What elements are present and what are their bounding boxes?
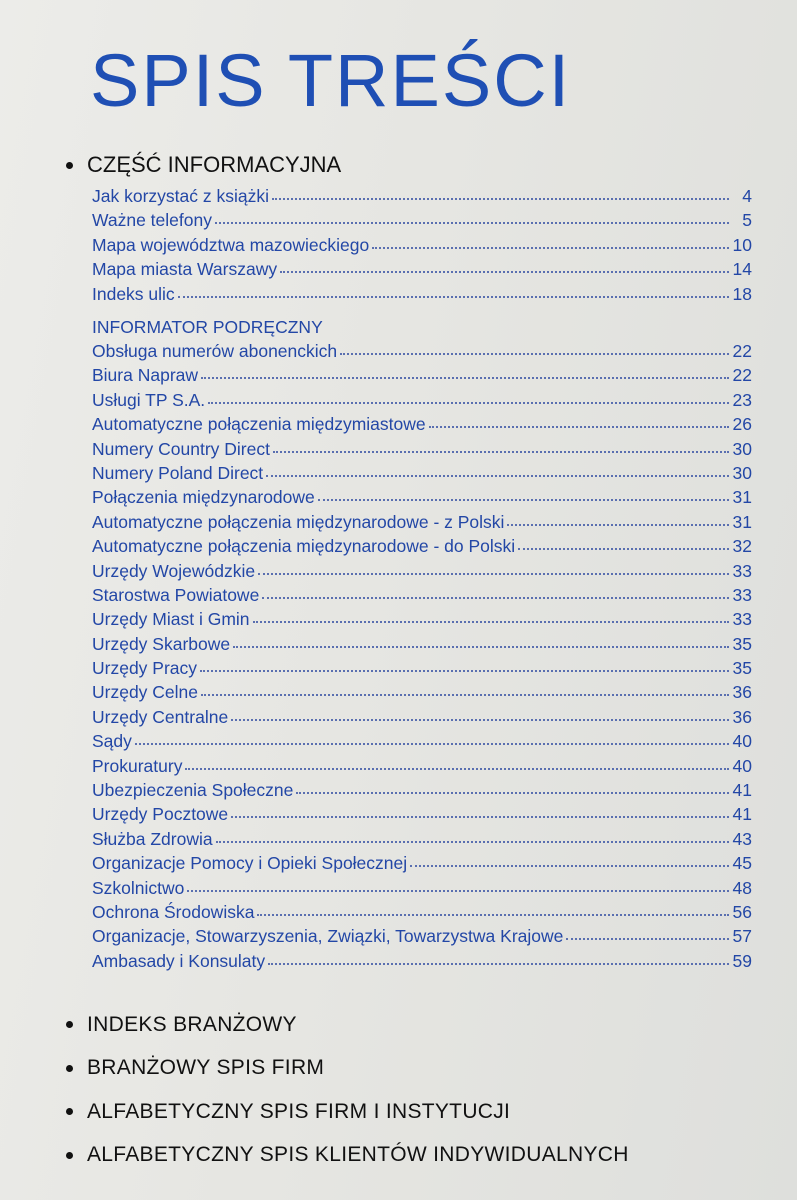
toc-entry-page: 57 (732, 926, 752, 947)
toc-entry-title: Urzędy Centralne (92, 706, 229, 727)
toc-entry-page: 40 (732, 731, 752, 752)
toc-entry-title: Służba Zdrowia (92, 828, 213, 849)
toc-row[interactable] (92, 365, 752, 389)
dot-leader (262, 597, 729, 599)
toc-entry-title: Szkolnictwo (92, 877, 185, 898)
toc-row[interactable] (92, 878, 752, 902)
toc-entry-title: Organizacje, Stowarzyszenia, Związki, Towarzystwa Krajowe (92, 926, 564, 947)
dot-leader (566, 938, 729, 940)
toc-entry-title: Automatyczne połączenia międzymiastowe (92, 414, 426, 435)
toc-entry-title: Biura Napraw (92, 365, 199, 386)
toc-entry-page: 26 (732, 414, 752, 435)
toc-entry-page: 5 (742, 210, 752, 231)
toc-row[interactable] (92, 926, 752, 950)
toc-entry-page: 33 (732, 609, 752, 630)
dot-leader (253, 621, 729, 623)
toc-row[interactable] (92, 609, 752, 633)
dot-leader (178, 296, 729, 298)
toc-entry-title: Usługi TP S.A. (92, 389, 206, 410)
part-heading[interactable] (66, 1003, 629, 1047)
dot-leader (233, 646, 729, 648)
toc-row[interactable] (92, 487, 752, 511)
toc-entry-page: 35 (732, 633, 752, 654)
toc-entry-title: Numery Poland Direct (92, 462, 264, 483)
part-heading[interactable] (66, 1134, 629, 1178)
toc-entry-title: Numery Country Direct (92, 438, 270, 459)
dot-leader (372, 247, 729, 249)
dot-leader (429, 426, 729, 428)
dot-leader (231, 816, 729, 818)
toc-entry-title: Obsługa numerów abonenckich (92, 341, 338, 361)
toc-entry-page: 33 (732, 584, 752, 605)
dot-leader (201, 694, 729, 696)
dot-leader (518, 548, 729, 550)
toc-entry-title: Ważne telefony (92, 210, 212, 231)
part-heading-label: ALFABETYCZNY SPIS KLIENTÓW INDYWIDUALNYCH (87, 1143, 629, 1167)
dot-leader (268, 963, 729, 965)
toc-entry-page: 36 (732, 706, 752, 727)
toc-entry-page: 59 (732, 950, 752, 971)
part-heading[interactable] (66, 1047, 629, 1091)
part-heading-label: ALFABETYCZNY SPIS FIRM I INSTYTUCJI (87, 1099, 511, 1123)
toc-entry-title: Ambasady i Konsulaty (92, 950, 266, 971)
dot-leader (318, 499, 729, 501)
toc-row[interactable] (92, 414, 752, 438)
toc-row[interactable] (92, 561, 752, 585)
toc-entry-page: 22 (732, 365, 752, 386)
toc-entry-page: 45 (732, 853, 752, 874)
toc-entry-title: Urzędy Pocztowe (92, 804, 229, 825)
toc-row[interactable] (92, 731, 752, 755)
toc-entry-page: 30 (732, 438, 752, 459)
bullet-icon (66, 1021, 73, 1028)
toc-entry-title: Urzędy Pracy (92, 658, 198, 679)
toc-entry-page: 41 (732, 780, 752, 801)
intro-toc-list (92, 186, 752, 308)
dot-leader (296, 792, 729, 794)
toc-entry-page: 4 (742, 186, 752, 206)
toc-row[interactable] (92, 658, 752, 682)
toc-entry-title: Ochrona Środowiska (92, 901, 255, 922)
toc-row[interactable] (92, 186, 752, 210)
toc-row[interactable] (92, 390, 752, 414)
toc-entry-page: 56 (732, 901, 752, 922)
toc-row[interactable] (92, 756, 752, 780)
toc-entry-title: Automatyczne połączenia międzynarodowe - do Polski (92, 536, 516, 557)
toc-row[interactable] (92, 853, 752, 877)
toc-row[interactable] (92, 780, 752, 804)
toc-entry-title: Jak korzystać z książki (92, 186, 269, 206)
toc-entry-title: Urzędy Skarbowe (92, 633, 231, 654)
toc-row[interactable] (92, 512, 752, 536)
toc-entry-page: 18 (732, 283, 752, 304)
toc-row[interactable] (92, 829, 752, 853)
toc-row[interactable] (92, 235, 752, 259)
dot-leader (187, 890, 729, 892)
bullet-icon (66, 1108, 73, 1115)
toc-row[interactable] (92, 284, 752, 308)
bullet-icon (66, 162, 73, 169)
toc-entry-page: 14 (732, 259, 752, 280)
toc-entry-page: 41 (732, 804, 752, 825)
dot-leader (208, 402, 729, 404)
toc-row[interactable] (92, 259, 752, 283)
toc-entry-page: 43 (732, 828, 752, 849)
toc-row[interactable] (92, 804, 752, 828)
dot-leader (273, 451, 729, 453)
dot-leader (257, 914, 729, 916)
info-toc-list (92, 341, 752, 975)
part-heading-label: INDEKS BRANŻOWY (87, 1012, 297, 1036)
toc-row[interactable] (92, 463, 752, 487)
part-heading[interactable] (66, 1090, 629, 1134)
toc-entry-page: 31 (732, 511, 752, 532)
toc-entry-title: Urzędy Miast i Gmin (92, 609, 250, 630)
toc-row[interactable] (92, 536, 752, 560)
toc-entry-title: Urzędy Wojewódzkie (92, 560, 256, 581)
dot-leader (231, 719, 729, 721)
section-heading (66, 152, 341, 178)
dot-leader (135, 743, 729, 745)
bullet-icon (66, 1065, 73, 1072)
toc-entry-title: Mapa województwa mazowieckiego (92, 234, 370, 255)
toc-entry-page: 33 (732, 560, 752, 581)
toc-row[interactable] (92, 902, 752, 926)
subheading: INFORMATOR PODRĘCZNY (92, 317, 323, 337)
dot-leader (272, 198, 729, 200)
dot-leader (200, 670, 729, 672)
section-heading-label: CZĘŚĆ INFORMACYJNA (87, 152, 342, 177)
toc-entry-title: Indeks ulic (92, 283, 175, 304)
toc-entry-title: Połączenia międzynarodowe (92, 487, 315, 508)
dot-leader (201, 377, 729, 379)
toc-entry-page: 23 (732, 389, 752, 410)
dot-leader (280, 271, 729, 273)
toc-entry-title: Prokuratury (92, 755, 183, 776)
toc-row[interactable] (92, 707, 752, 731)
toc-entry-title: Automatyczne połączenia międzynarodowe - z Polski (92, 511, 505, 532)
toc-entry-page: 35 (732, 658, 752, 679)
toc-entry-page: 40 (732, 755, 752, 776)
page-title: SPIS TREŚCI (90, 39, 572, 122)
toc-entry-title: Organizacje Pomocy i Opieki Społecznej (92, 853, 408, 874)
dot-leader (185, 768, 729, 770)
dot-leader (340, 353, 729, 355)
toc-entry-page: 48 (732, 877, 752, 898)
toc-entry-title: Urzędy Celne (92, 682, 199, 703)
toc-row[interactable] (92, 439, 752, 463)
toc-entry-page: 10 (732, 234, 752, 255)
toc-row[interactable] (92, 682, 752, 706)
toc-entry-page: 22 (732, 341, 752, 361)
dot-leader (216, 841, 729, 843)
dot-leader (266, 475, 729, 477)
toc-entry-title: Ubezpieczenia Społeczne (92, 780, 294, 801)
toc-entry-title: Mapa miasta Warszawy (92, 259, 278, 280)
dot-leader (410, 865, 729, 867)
toc-row[interactable] (92, 341, 752, 365)
toc-row[interactable] (92, 951, 752, 975)
part-heading-label: BRANŻOWY SPIS FIRM (87, 1056, 325, 1080)
toc-row[interactable] (92, 585, 752, 609)
bullet-icon (66, 1152, 73, 1159)
dot-leader (507, 524, 729, 526)
parts-list (66, 1003, 629, 1177)
toc-row[interactable] (92, 210, 752, 234)
toc-entry-page: 31 (732, 487, 752, 508)
toc-entry-title: Sądy (92, 731, 132, 752)
toc-row[interactable] (92, 634, 752, 658)
dot-leader (258, 573, 729, 575)
toc-entry-page: 36 (732, 682, 752, 703)
dot-leader (215, 222, 729, 224)
toc-entry-page: 32 (732, 536, 752, 557)
toc-entry-title: Starostwa Powiatowe (92, 584, 260, 605)
toc-entry-page: 30 (732, 462, 752, 483)
